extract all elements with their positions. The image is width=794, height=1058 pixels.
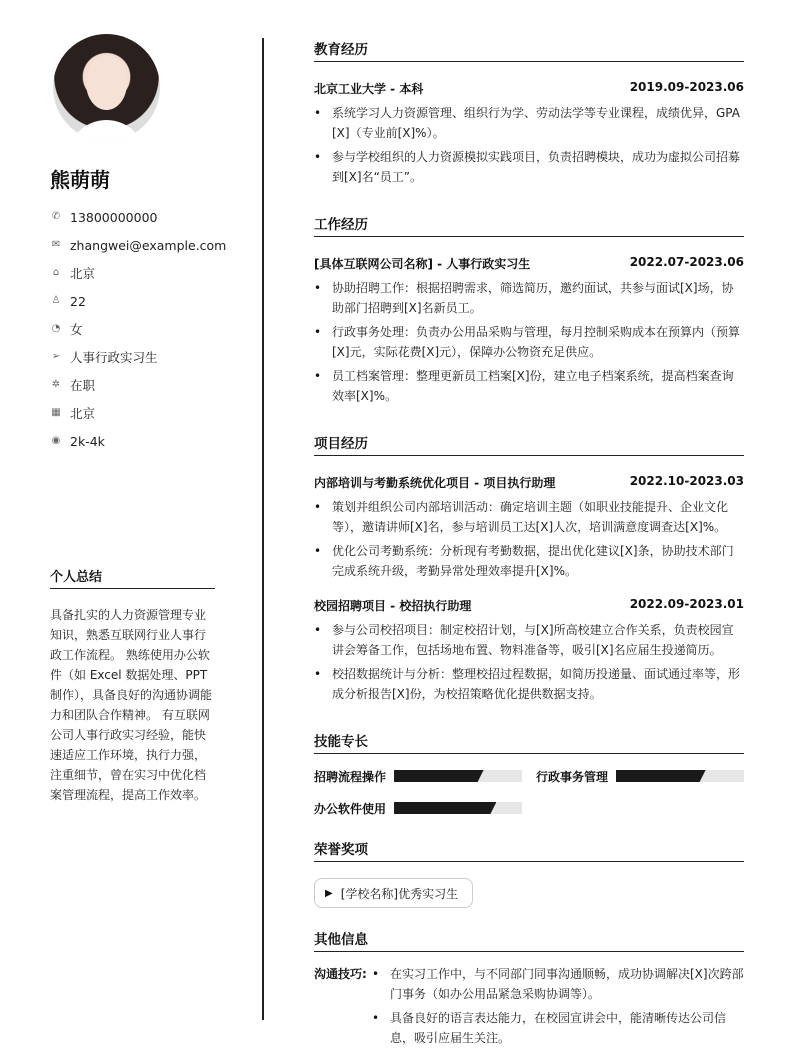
project-name: 内部培训与考勤系统优化项目 - 项目执行助理 [314,476,556,490]
info-email: ✉ zhangwei@example.com [51,237,227,253]
list-item: • 参与学校组织的人力资源模拟实践项目，负责招聘模块，成功为虚拟公司招募到[X]名“员工”。 [314,147,744,187]
work-header [314,255,744,272]
triangle-right-icon: ▶ [325,887,333,899]
info-city: ⌂ 北京 [50,259,226,287]
salary-icon: ◉ [51,435,61,446]
left-column [0,0,264,1058]
send-icon: ➢ [51,351,61,362]
skill-bar-fill [394,770,484,782]
award-label: [学校名称]优秀实习生 [340,886,459,901]
work-role: [具体互联网公司名称] - 人事行政实习生 [314,257,531,271]
info-position: ➢ 人事行政实习生 [51,350,158,365]
list-item: • 具备良好的语言表达能力，在校园宣讲会中，能清晰传达公司信息，吸引应届生关注。 [372,1008,744,1048]
skill-item [314,798,522,818]
summary-text: 具备扎实的人力资源管理专业知识，熟悉互联网行业人事行政工作流程。 熟练使用办公软件（如 Excel 数据处理、PPT 制作），具备良好的沟通协调能力和团队合作精神。 有互联网公司人事行政实习经验，能快速适应工作环境，执行力强，注重细节，曾在实习中优化档案管理流程，提高工作效率。 [50,608,213,802]
info-age: ♙ 22 [51,293,86,309]
status-icon: ✲ [51,379,61,390]
project-bullets-1 [314,497,744,581]
list-item: • 校招数据统计与分析：整理校招过程数据，如简历投递量、面试通过率等，形成分析报告[X]份，为校招策略优化提供数据支持。 [314,664,744,704]
education-header [314,80,744,97]
awards-section [314,838,744,908]
skills-title: 技能专长 [314,730,744,754]
age-icon: ♙ [51,295,61,306]
list-item: • 系统学习人力资源管理、组织行为学、劳动法学等专业课程，成绩优异，GPA [X]（专业前[X]%）。 [314,103,744,143]
phone-icon: ✆ [51,211,61,222]
list-item: • 参与公司校招项目：制定校招计划，与[X]所高校建立合作关系，负责校园宣讲会筹备工作，包括场地布置、物料准备等，吸引[X]名应届生投递简历。 [314,620,744,660]
avatar [53,34,160,141]
skills-grid [314,766,744,818]
skill-item [536,766,744,786]
education-date: 2019.09-2023.06 [629,80,744,94]
summary-section [50,566,215,805]
school-name: 北京工业大学 - 本科 [314,82,424,96]
education-title: 教育经历 [314,38,744,62]
education-bullets [314,103,744,187]
info-salary: ◉ 2k-4k [51,433,105,449]
column-divider [262,38,264,1020]
projects-title: 项目经历 [314,432,744,456]
info-target-city: ▦ 北京 [51,406,96,421]
education-section [314,38,744,187]
other-title: 其他信息 [314,928,744,952]
projects-section [314,432,744,704]
list-item: • 在实习工作中，与不同部门同事沟通顺畅，成功协调解决[X]次跨部门事务（如办公用品紧急采购协调等）。 [372,964,744,1004]
awards-title: 荣誉奖项 [314,838,744,862]
work-title: 工作经历 [314,213,744,237]
project-name: 校园招聘项目 - 校招执行助理 [314,599,472,613]
other-row [314,964,744,1052]
project-header-1 [314,474,744,491]
building-icon: ▦ [51,407,61,418]
work-section [314,213,744,406]
mail-icon: ✉ [51,239,61,250]
candidate-name: 熊萌萌 [50,168,110,192]
skill-bar-fill [394,802,496,814]
project-header-2 [314,597,744,614]
info-gender: ◔ 女 [51,322,83,337]
skill-item [314,766,522,786]
list-item: • 员工档案管理：整理更新员工档案[X]份，建立电子档案系统，提高档案查询效率[X]%。 [314,366,744,406]
home-icon: ⌂ [52,267,60,278]
list-item: • 协助招聘工作：根据招聘需求，筛选简历，邀约面试，共参与面试[X]场，协助部门招聘到[X]名新员工。 [314,278,744,318]
skill-bar [394,802,522,814]
other-section [314,928,744,1052]
other-bullets [372,964,744,1052]
skill-bar [616,770,744,782]
project-date: 2022.10-2023.03 [629,474,744,488]
skill-label: 办公软件使用 [314,801,387,816]
list-item: • 策划并组织公司内部培训活动：确定培训主题（如职业技能提升、企业文化等），邀请讲师[X]名，参与培训员工达[X]人次，培训满意度调查达[X]%。 [314,497,744,537]
skill-bar [394,770,522,782]
skills-section [314,730,744,818]
work-date: 2022.07-2023.06 [629,255,744,269]
summary-title: 个人总结 [50,566,215,589]
gender-icon: ◔ [51,323,61,334]
info-phone: ✆ 13800000000 [51,209,158,225]
list-item: • 行政事务处理：负责办公用品采购与管理，每月控制采购成本在预算内（预算[X]元，实际花费[X]元），保障办公物资充足供应。 [314,322,744,362]
skill-bar-fill [616,770,706,782]
info-status: ✲ 在职 [51,378,96,393]
project-date: 2022.09-2023.01 [629,597,744,611]
other-key: 沟通技巧: [314,967,367,981]
project-bullets-2 [314,620,744,704]
contact-info-list [50,203,226,455]
work-bullets [314,278,744,406]
list-item: • 优化公司考勤系统：分析现有考勤数据，提出优化建议[X]条，协助技术部门完成系统升级，考勤异常处理效率提升[X]%。 [314,541,744,581]
right-column [314,38,744,1052]
award-toggle[interactable] [314,878,473,908]
skill-label: 招聘流程操作 [314,769,387,784]
skill-label: 行政事务管理 [536,769,609,784]
